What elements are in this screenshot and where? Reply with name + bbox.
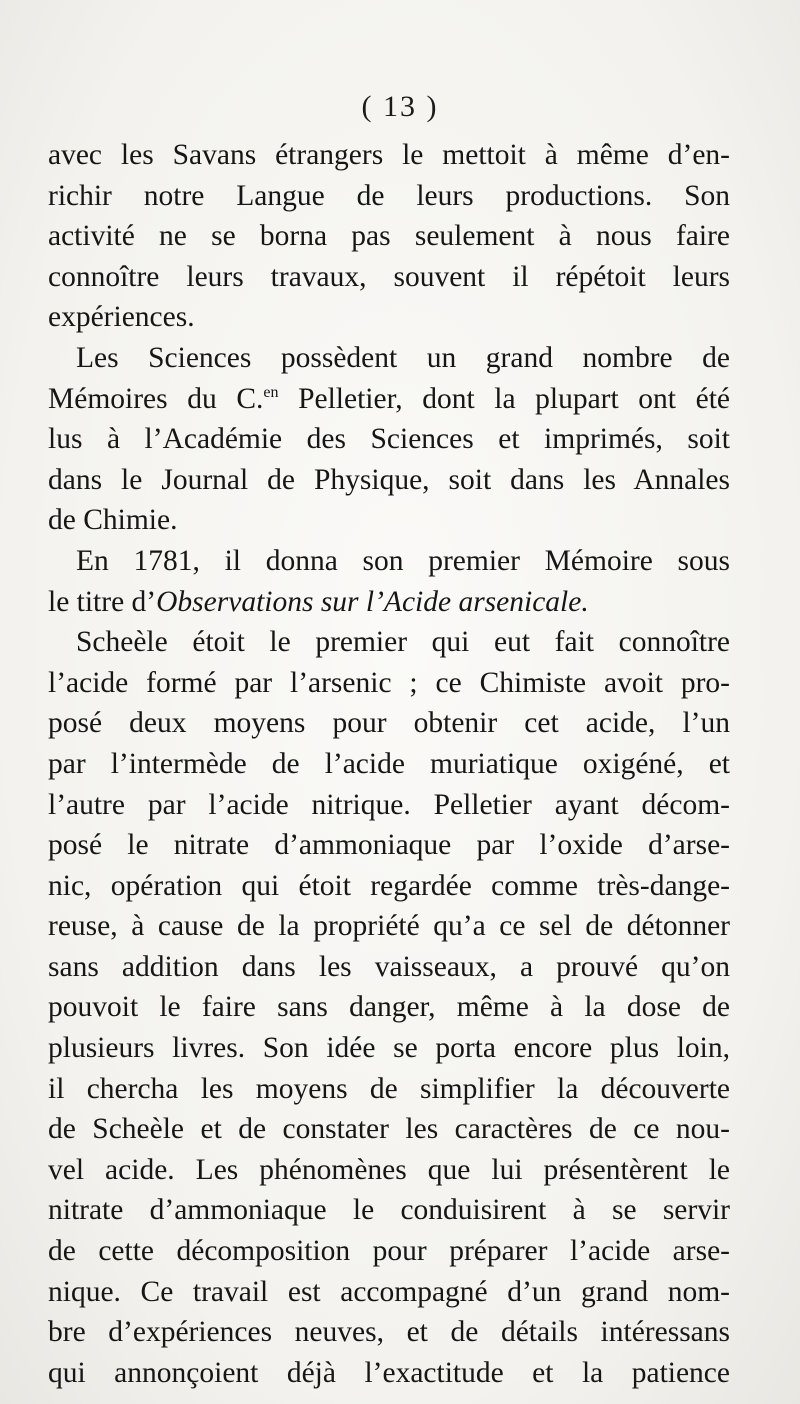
text-line: richir notre Langue de leurs productions. Son: [48, 179, 730, 212]
text-line: vel acide. Les phénomènes que lui présentèrent le: [48, 1153, 730, 1186]
text-line: nique. Ce travail est accompagné d’un grand nom-: [48, 1275, 730, 1308]
text-line: de Chimie.: [48, 504, 178, 537]
text-line: avec les Savans étrangers le mettoit à même d’en-: [48, 139, 730, 171]
text-line: nitrate d’ammoniaque le conduisirent à se servir: [48, 1194, 730, 1227]
paragraph-first-line: Scheèle étoit le premier qui eut fait connoître: [76, 626, 730, 659]
superscript-abbreviation: en: [263, 383, 279, 401]
page-number: ( 13 ): [361, 90, 439, 123]
text-line: de cette décomposition pour préparer l’acide arse-: [48, 1235, 730, 1268]
text-line: activité ne se borna pas seulement à nous faire: [48, 220, 730, 253]
text-line: pouvoit le faire sans danger, même à la dose de: [48, 991, 730, 1024]
text-line: l’autre par l’acide nitrique. Pelletier ayant décom-: [48, 788, 730, 821]
text-line: connoître leurs travaux, souvent il répétoit leurs: [48, 260, 730, 293]
text-fragment: Pelletier, dont la plupart ont été: [278, 382, 730, 415]
text-line: [48, 582, 730, 623]
text-line: plusieurs livres. Son idée se porta encore plus loin,: [48, 1032, 730, 1065]
text-line: lus à l’Académie des Sciences et imprimés, soit: [48, 423, 730, 456]
text-line: [48, 379, 730, 420]
text-fragment: Mémoires du C.: [48, 382, 264, 415]
body-text: [48, 135, 730, 1393]
text-line: de Scheèle et de constater les caractères de ce nou-: [48, 1113, 730, 1146]
text-line: dans le Journal de Physique, soit dans les Annales: [48, 463, 730, 496]
paragraph-first-line: Les Sciences possèdent un grand nombre de: [76, 341, 730, 374]
text-line: reuse, à cause de la propriété qu’a ce sel de détonner: [48, 910, 730, 943]
text-line: expériences.: [48, 301, 195, 334]
text-line: nic, opération qui étoit regardée comme très-dange-: [48, 869, 730, 902]
text-fragment: le titre d’: [48, 585, 157, 618]
text-line: sans addition dans les vaisseaux, a prouvé qu’on: [48, 950, 730, 983]
text-line: posé le nitrate d’ammoniaque par l’oxide d’arse-: [48, 829, 730, 862]
italic-title: Observations sur l’Acide arsenicale.: [156, 585, 589, 618]
text-line: il chercha les moyens de simplifier la découverte: [48, 1072, 730, 1105]
paragraph-first-line: En 1781, il donna son premier Mémoire sous: [76, 544, 730, 577]
text-line: posé deux moyens pour obtenir cet acide, l’un: [48, 707, 730, 740]
text-line: par l’intermède de l’acide muriatique oxigéné, et: [48, 747, 730, 780]
text-line: bre d’expériences neuves, et de détails intéressans: [48, 1316, 730, 1349]
text-line: l’acide formé par l’arsenic ; ce Chimiste avoit pro-: [48, 666, 730, 699]
text-line: qui annonçoient déjà l’exactitude et la patience: [48, 1356, 730, 1389]
